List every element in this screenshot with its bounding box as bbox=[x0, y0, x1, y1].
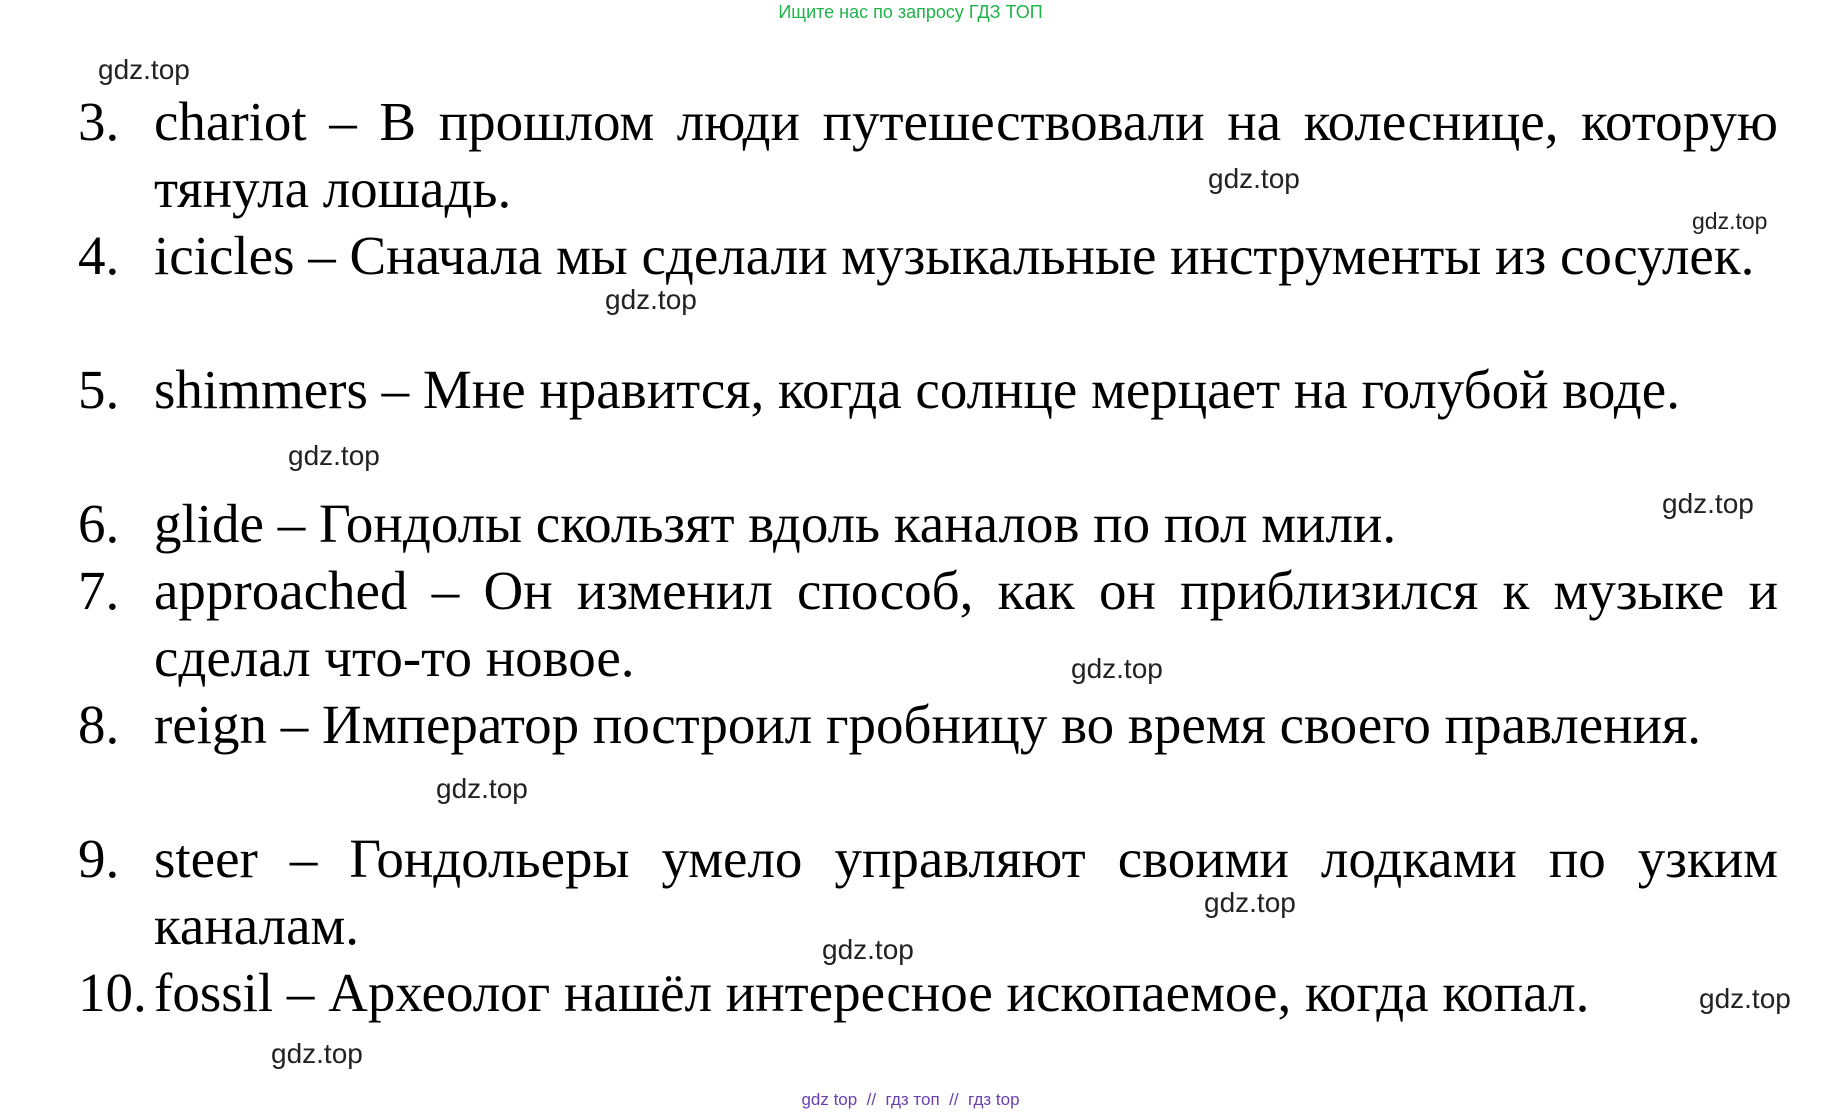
item-text: reign – Император построил гробницу во время своего правления. bbox=[154, 694, 1702, 755]
watermark: gdz.top bbox=[1208, 163, 1300, 194]
item-number: 9. bbox=[78, 828, 120, 889]
watermark: gdz.top bbox=[98, 54, 190, 85]
item-number: 6. bbox=[78, 493, 120, 554]
watermark: gdz.top bbox=[822, 934, 914, 965]
watermark: gdz.top bbox=[605, 284, 697, 315]
header-banner: Ищите нас по запросу ГДЗ ТОП bbox=[778, 2, 1043, 22]
watermark: gdz.top bbox=[271, 1038, 363, 1069]
watermark: gdz.top bbox=[1071, 653, 1163, 684]
watermark: gdz.top bbox=[1699, 983, 1791, 1014]
watermark: gdz.top bbox=[1662, 488, 1754, 519]
watermark: gdz.top bbox=[1692, 208, 1768, 234]
item-number: 10. bbox=[78, 962, 147, 1023]
item-text: shimmers – Мне нравится, когда солнце мерцает на голубой воде. bbox=[154, 359, 1680, 420]
item-text: steer – Гондольеры умело управляют своими лодками по узким каналам. bbox=[154, 828, 1778, 956]
item-text: approached – Он изменил способ, как он приблизился к музыке и сделал что-то новое. bbox=[154, 560, 1778, 688]
item-number: 5. bbox=[78, 359, 120, 420]
watermark: gdz.top bbox=[436, 773, 528, 804]
footer-banner: gdz top // гдз топ // гдз top bbox=[801, 1090, 1020, 1109]
item-text: icicles – Сначала мы сделали музыкальные инструменты из сосулек. bbox=[154, 225, 1755, 286]
watermark: gdz.top bbox=[288, 440, 380, 471]
item-text: glide – Гондолы скользят вдоль каналов по пол мили. bbox=[154, 493, 1397, 554]
item-text: fossil – Археолог нашёл интересное ископаемое, когда копал. bbox=[154, 962, 1590, 1023]
item-text: chariot – В прошлом люди путешествовали на колеснице, которую тянула лошадь. bbox=[154, 91, 1778, 219]
item-number: 3. bbox=[78, 91, 120, 152]
watermark: gdz.top bbox=[1204, 887, 1296, 918]
item-number: 7. bbox=[78, 560, 120, 621]
item-number: 4. bbox=[78, 225, 120, 286]
item-number: 8. bbox=[78, 694, 120, 755]
